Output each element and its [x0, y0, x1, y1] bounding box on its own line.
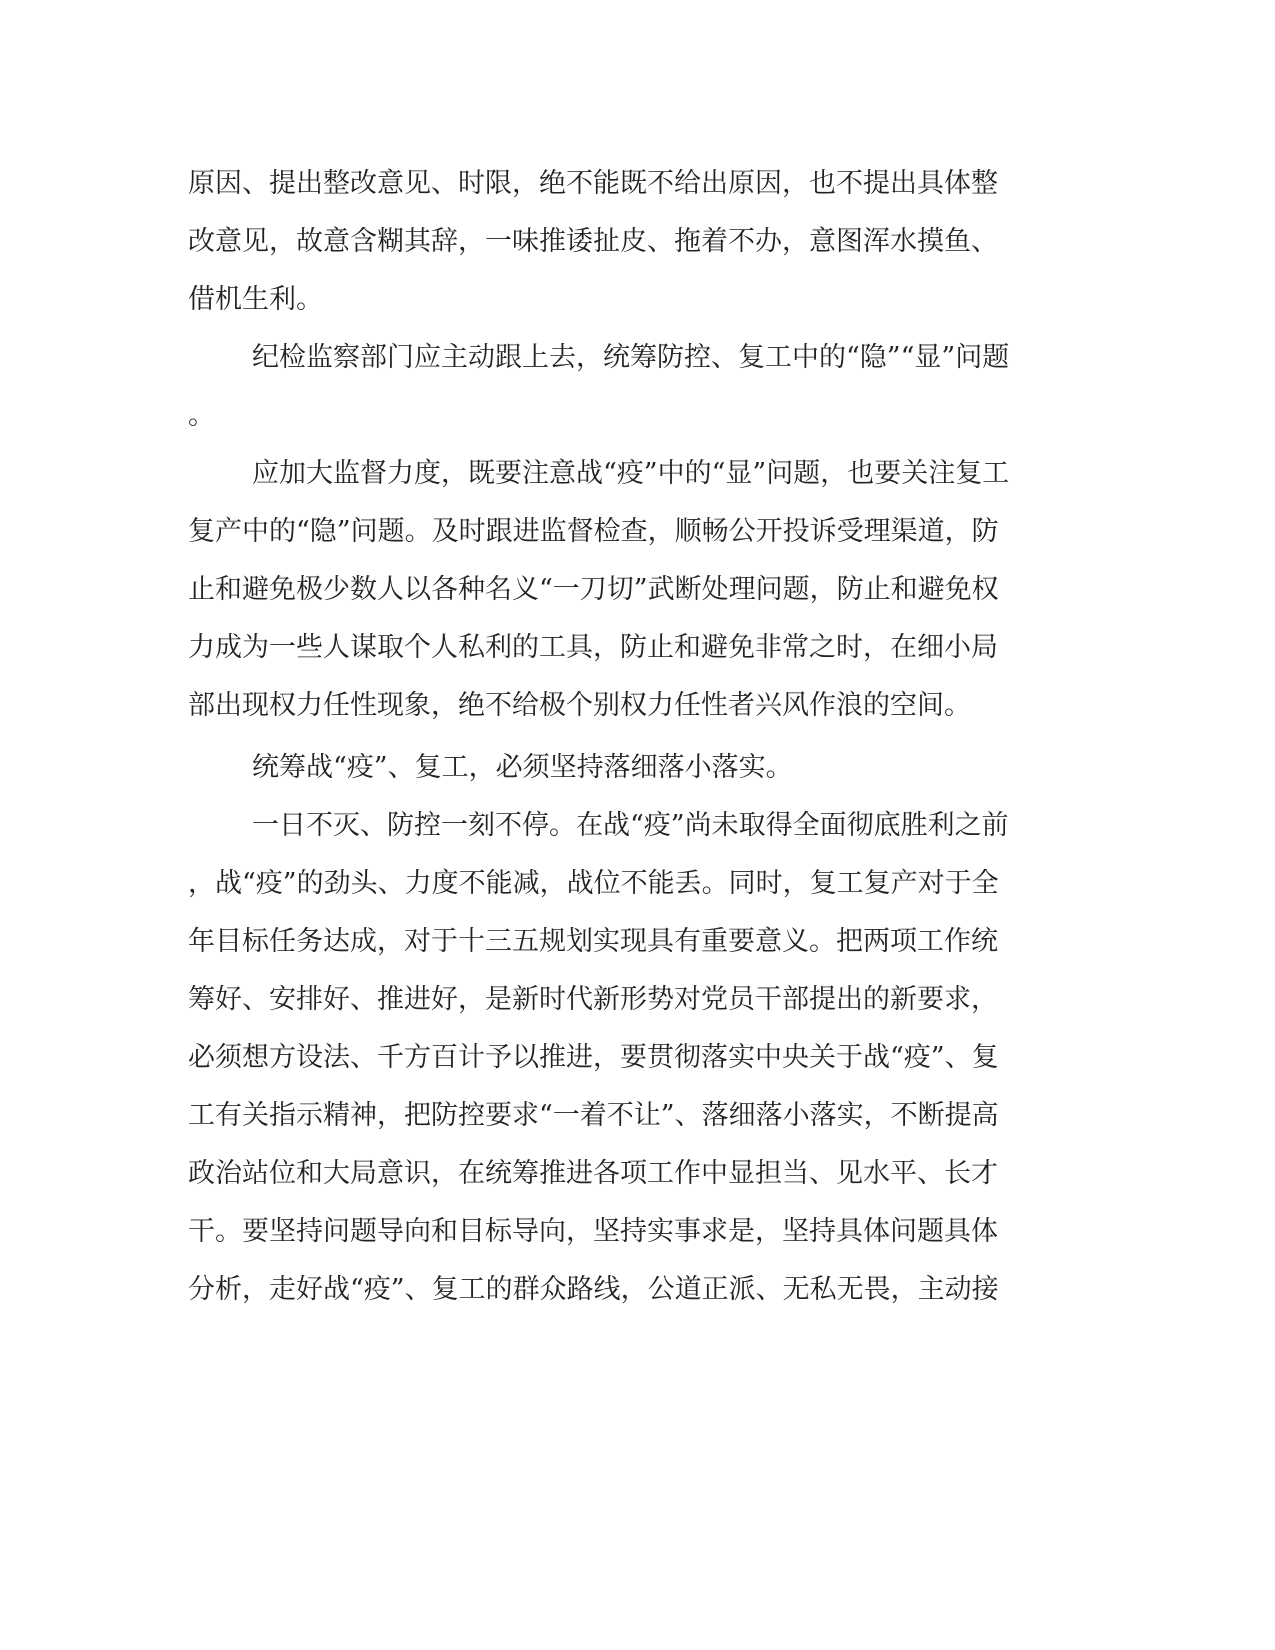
text-line: 工有关指示精神，把防控要求“一着不让”、落细落小落实，不断提高 [188, 1100, 999, 1131]
text-line: 干。要坚持问题导向和目标导向，坚持实事求是，坚持具体问题具体 [188, 1216, 998, 1247]
text-line: 部出现权力任性现象，绝不给极个别权力任性者兴风作浪的空间。 [188, 690, 971, 721]
text-line: 。 [188, 400, 215, 431]
text-line: 改意见，故意含糊其辞，一味推诿扯皮、拖着不办，意图浑水摸鱼、 [188, 226, 998, 257]
text-line: 借机生利。 [188, 284, 323, 315]
text-line: 必须想方设法、千方百计予以推进，要贯彻落实中央关于战“疫”、复 [188, 1042, 999, 1073]
paragraph-first-line: 纪检监察部门应主动跟上去，统筹防控、复工中的“隐”“显”问题 [252, 342, 1010, 373]
text-line: 筹好、安排好、推进好，是新时代新形势对党员干部提出的新要求， [188, 984, 998, 1015]
text-line: 原因、提出整改意见、时限，绝不能既不给出原因，也不提出具体整 [188, 168, 998, 199]
text-line: 复产中的“隐”问题。及时跟进监督检查，顺畅公开投诉受理渠道，防 [188, 516, 999, 547]
text-line: 止和避免极少数人以各种名义“一刀切”武断处理问题，防止和避免权 [188, 574, 999, 605]
text-line: 政治站位和大局意识，在统筹推进各项工作中显担当、见水平、长才 [188, 1158, 998, 1189]
paragraph-first-line: 应加大监督力度，既要注意战“疫”中的“显”问题，也要关注复工 [252, 458, 1010, 489]
text-line: 年目标任务达成，对于十三五规划实现具有重要意义。把两项工作统 [188, 926, 998, 957]
paragraph-first-line: 一日不灭、防控一刻不停。在战“疫”尚未取得全面彻底胜利之前 [252, 810, 1009, 841]
text-line: ，战“疫”的劲头、力度不能减，战位不能丢。同时，复工复产对于全 [188, 868, 999, 899]
paragraph-first-line: 统筹战“疫”、复工，必须坚持落细落小落实。 [252, 752, 793, 783]
text-line: 分析，走好战“疫”、复工的群众路线，公道正派、无私无畏，主动接 [188, 1274, 999, 1305]
text-line: 力成为一些人谋取个人私利的工具，防止和避免非常之时，在细小局 [188, 632, 998, 663]
